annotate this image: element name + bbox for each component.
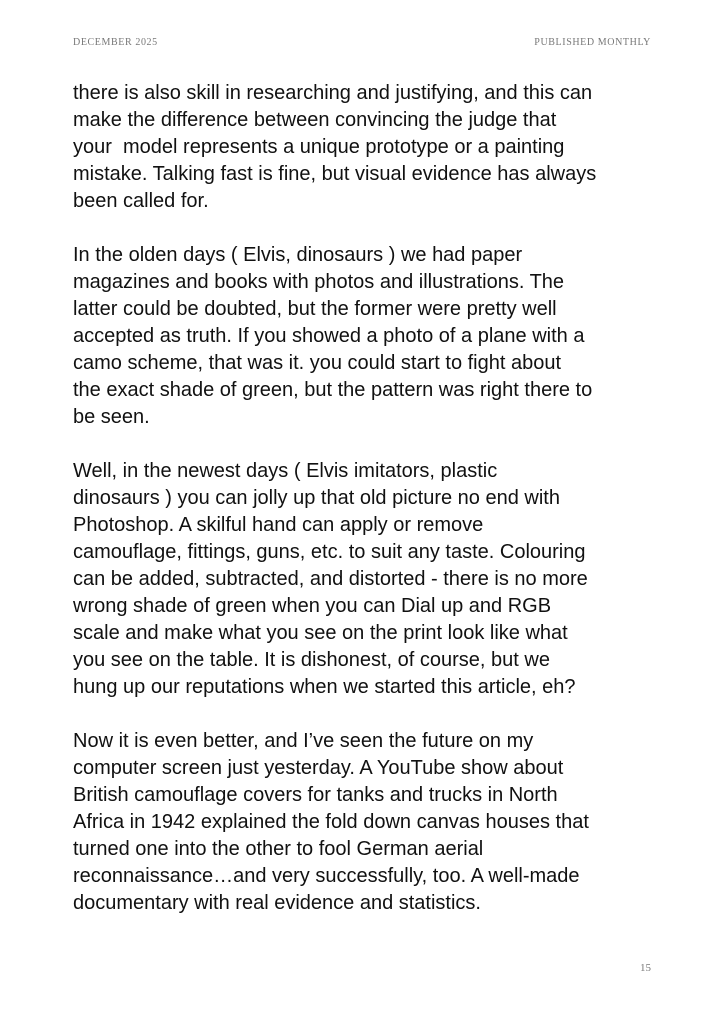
text-line: reconnaissance…and very successfully, too. A well-made [73,865,580,887]
text-line: Now it is even better, and I’ve seen the future on my [73,730,534,752]
text-line: be seen. [73,406,150,428]
text-line: your model represents a unique prototype or a painting [73,136,565,158]
article-body [73,80,663,917]
text-line: dinosaurs ) you can jolly up that old picture no end with [73,487,560,509]
text-line: Photoshop. A skilful hand can apply or remove [73,514,484,536]
text-line: British camouflage covers for tanks and trucks in North [73,784,558,806]
text-line: mistake. Talking fast is fine, but visual evidence has always [73,163,597,185]
paragraph-1 [73,80,663,215]
text-line: camo scheme, that was it. you could start to fight about [73,352,562,374]
paragraph-2 [73,242,663,431]
text-line: Africa in 1942 explained the fold down canvas houses that [73,811,589,833]
text-line: In the olden days ( Elvis, dinosaurs ) we had paper [73,244,523,266]
text-line: magazines and books with photos and illustrations. The [73,271,565,293]
text-line: computer screen just yesterday. A YouTube show about [73,757,564,779]
text-line: latter could be doubted, but the former were pretty well [73,298,557,320]
page-number: 15 [640,962,651,974]
text-line: the exact shade of green, but the pattern was right there to [73,379,593,401]
paragraph-4 [73,728,663,917]
header-date: DECEMBER 2025 [73,37,158,48]
text-line: turned one into the other to fool German aerial [73,838,484,860]
text-line: Well, in the newest days ( Elvis imitators, plastic [73,460,498,482]
paragraph-3 [73,458,663,701]
text-line: make the difference between convincing the judge that [73,109,557,131]
text-line: wrong shade of green when you can Dial up and RGB [73,595,552,617]
text-line: there is also skill in researching and justifying, and this can [73,82,593,104]
text-line: documentary with real evidence and statistics. [73,892,481,914]
header-publication-frequency: PUBLISHED MONTHLY [534,37,651,48]
text-line: you see on the table. It is dishonest, of course, but we [73,649,550,671]
text-line: hung up our reputations when we started this article, eh? [73,676,576,698]
text-line: been called for. [73,190,209,212]
text-line: scale and make what you see on the print look like what [73,622,568,644]
text-line: camouflage, fittings, guns, etc. to suit any taste. Colouring [73,541,586,563]
text-line: can be added, subtracted, and distorted - there is no more [73,568,588,590]
text-line: accepted as truth. If you showed a photo of a plane with a [73,325,585,347]
